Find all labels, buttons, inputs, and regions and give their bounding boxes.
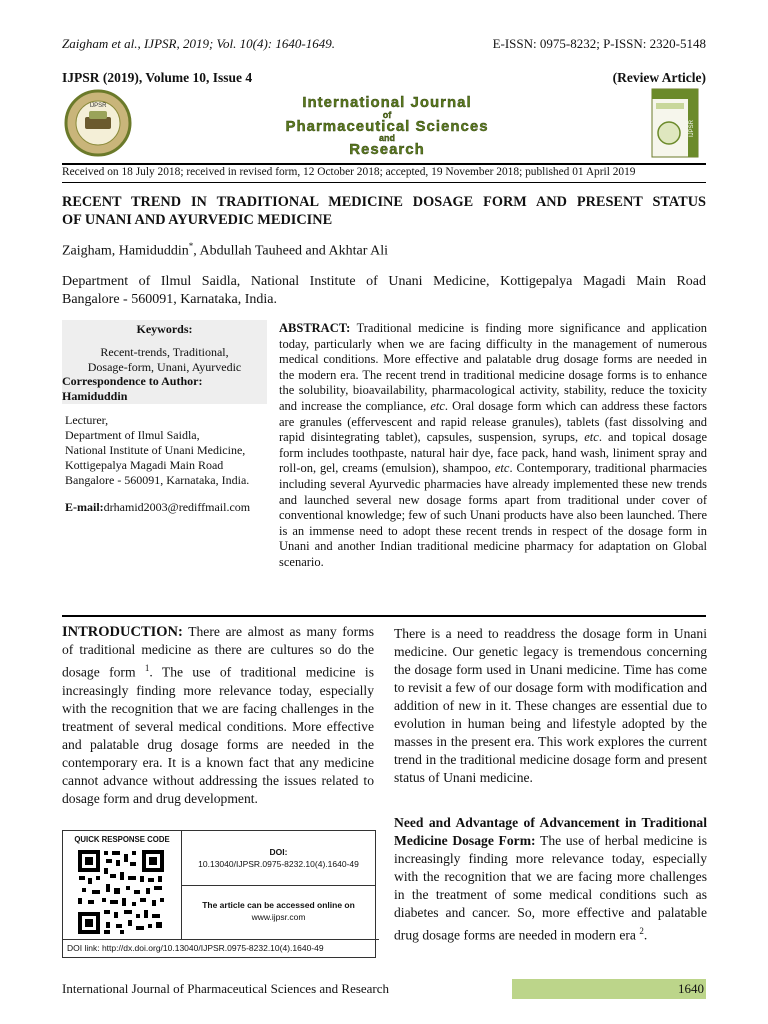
doi-label: DOI: bbox=[269, 847, 288, 857]
issn: E-ISSN: 0975-8232; P-ISSN: 2320-5148 bbox=[492, 36, 706, 51]
seal-text: IJPSR bbox=[89, 103, 107, 109]
keywords-line2: Dosage-form, Unani, Ayurvedic bbox=[87, 360, 242, 374]
divider bbox=[62, 163, 706, 165]
qr-code-icon[interactable] bbox=[76, 848, 166, 936]
affiliation-line1: Department of Ilmul Saidla, National Institute of Unani Medicine, Kottigepalya Magadi Main Road bbox=[62, 274, 706, 289]
access-cell bbox=[182, 886, 375, 939]
correspondence-label: Correspondence to Author: bbox=[62, 374, 203, 388]
divider bbox=[62, 182, 706, 183]
section-heading: Need and Advantage of Advancement in Traditional Medicine Dosage Form: bbox=[394, 815, 707, 848]
page-number: 1640 bbox=[678, 981, 704, 996]
masthead-line2: of bbox=[382, 110, 392, 120]
masthead-line4: and bbox=[378, 133, 396, 143]
address-block bbox=[65, 413, 270, 488]
footer-journal-name: International Journal of Pharmaceutical Sciences and Research bbox=[62, 981, 390, 996]
access-line1: The article can be accessed online on bbox=[202, 900, 355, 910]
introduction: INTRODUCTION: There are almost as many forms of traditional medicine as there are cultures so do the dosage form $^1$. The use of traditional medicine is increasingly finding more relevance today, especially with the recognition that we are facing challenges in the treatment of several medical conditions. More effective and palatable drug dosage forms are needed in the contemporary era. It is a known fact that any medicine cannot advance without addressing the issues related to dosage form and drug development. bbox=[62, 624, 374, 806]
correspondence-name: Hamiduddin bbox=[62, 389, 128, 403]
article-title-line2: OF UNANI AND AYURVEDIC MEDICINE bbox=[62, 212, 333, 228]
email-link[interactable]: drhamid2003@rediffmail.com bbox=[103, 500, 251, 514]
doi-link[interactable]: DOI link: http://dx.doi.org/10.13040/IJPSR.0975-8232.10(4).1640-49 bbox=[63, 939, 379, 958]
right-column-paragraph: There is a need to readdress the dosage form in Unani medicine. Our genetic legacy is tremendous concerning the dosage form used in Unani medicine. Time has come to revisit a few of our dosage form with modification and addition of new in it. These changes are essential due to evolution in human being and lifestyle adopted by the masses in the present era. This work explores the current trend in the traditional medicine dosage form and present status of Unani medicine. bbox=[394, 626, 707, 785]
article-type: (Review Article) bbox=[612, 70, 706, 85]
address-line: Department of Ilmul Saidla, bbox=[65, 428, 200, 442]
qr-label: QUICK RESPONSE CODE bbox=[74, 835, 170, 844]
masthead-line3: Pharmaceutical Sciences bbox=[285, 118, 489, 135]
masthead bbox=[62, 87, 706, 159]
abstract: ABSTRACT: Traditional medicine is finding more significance and application today, particularly when we are facing difficulty in the management of numerous medical conditions. More effective and palatable drug dosage forms are needed in the modern era. The recent trend in traditional medicine dosage forms is to enhance the solubility, bioavailability, pharmacological activity, stability, reduce the toxicity and increase the compliance, etc. Oral dosage form which can address these factors are granules (effervescent and rapid release granules), tablets (fast dissolving and rapid disintegrating tablet), capsules, suspension, syrups, etc. and topical dosage form includes toothpaste, natural hair dye, face pack, hand wash, liniment spray and roll-on, gel, creams (emulsion), shampoo, etc. Contemporary, traditional pharmacies including several Ayurvedic pharmacies have already implemented these new trends and launched several new dosage forms apart from traditional under cover of conventional knowledge; few of such Unani products have also been launched. There is an immense need to adopt these recent trends in respect of the dosage form in Unani and another Indian traditional medicine pharmacy for adaptation on Global scenario. bbox=[279, 321, 708, 569]
journal-website-link[interactable]: www.ijpsr.com bbox=[251, 912, 306, 922]
qr-doi-box bbox=[62, 830, 376, 958]
address-line: Kottigepalya Magadi Main Road bbox=[65, 458, 224, 472]
journal-seal-icon bbox=[66, 91, 130, 155]
email: E-mail:drhamid2003@rediffmail.com bbox=[65, 500, 251, 514]
authors: Zaigham, Hamiduddin*, Abdullah Tauheed and Akhtar Ali bbox=[62, 241, 388, 259]
cover-text: IJPSR bbox=[689, 119, 695, 137]
running-citation: Zaigham et al., IJPSR, 2019; Vol. 10(4): 1640-1649. bbox=[62, 36, 335, 51]
footer-bar bbox=[512, 979, 706, 999]
masthead-line1: International Journal bbox=[302, 94, 472, 111]
doi-value: 10.13040/IJPSR.0975-8232.10(4).1640-49 bbox=[198, 859, 359, 869]
dates-line: Received on 18 July 2018; received in revised form, 12 October 2018; accepted, 19 November 2018; published 01 April 2019 bbox=[62, 166, 636, 178]
article-title-line1: RECENT TREND IN TRADITIONAL MEDICINE DOSAGE FORM AND PRESENT STATUS bbox=[62, 194, 706, 210]
divider bbox=[62, 615, 706, 617]
address-line: Bangalore - 560091, Karnataka, India. bbox=[65, 473, 250, 487]
address-line: Lecturer, bbox=[65, 413, 109, 427]
keywords-label: Keywords: bbox=[136, 322, 193, 336]
correspondence-box bbox=[62, 374, 267, 404]
journal-issue: IJPSR (2019), Volume 10, Issue 4 bbox=[62, 70, 253, 85]
masthead-line5: Research bbox=[349, 141, 425, 158]
doi-cell bbox=[182, 831, 375, 886]
journal-logo-banner bbox=[62, 87, 706, 159]
affiliation-line2: Bangalore - 560091, Karnataka, India. bbox=[62, 292, 277, 307]
keywords-box bbox=[62, 320, 267, 374]
keywords-line1: Recent-trends, Traditional, bbox=[100, 345, 229, 359]
qr-cell bbox=[63, 831, 182, 939]
advancement-section: Need and Advantage of Advancement in Traditional Medicine Dosage Form: The use of herbal medicine is increasingly finding more relevance today, especially with the recognition that we are facing more challenges in the treatment of some medical conditions such as diabetes and cancer. So, more effective and palatable drug dosage forms are needed in modern era $^2$. bbox=[394, 815, 707, 943]
journal-cover-icon bbox=[652, 89, 698, 157]
address-line: National Institute of Unani Medicine, bbox=[65, 443, 246, 457]
